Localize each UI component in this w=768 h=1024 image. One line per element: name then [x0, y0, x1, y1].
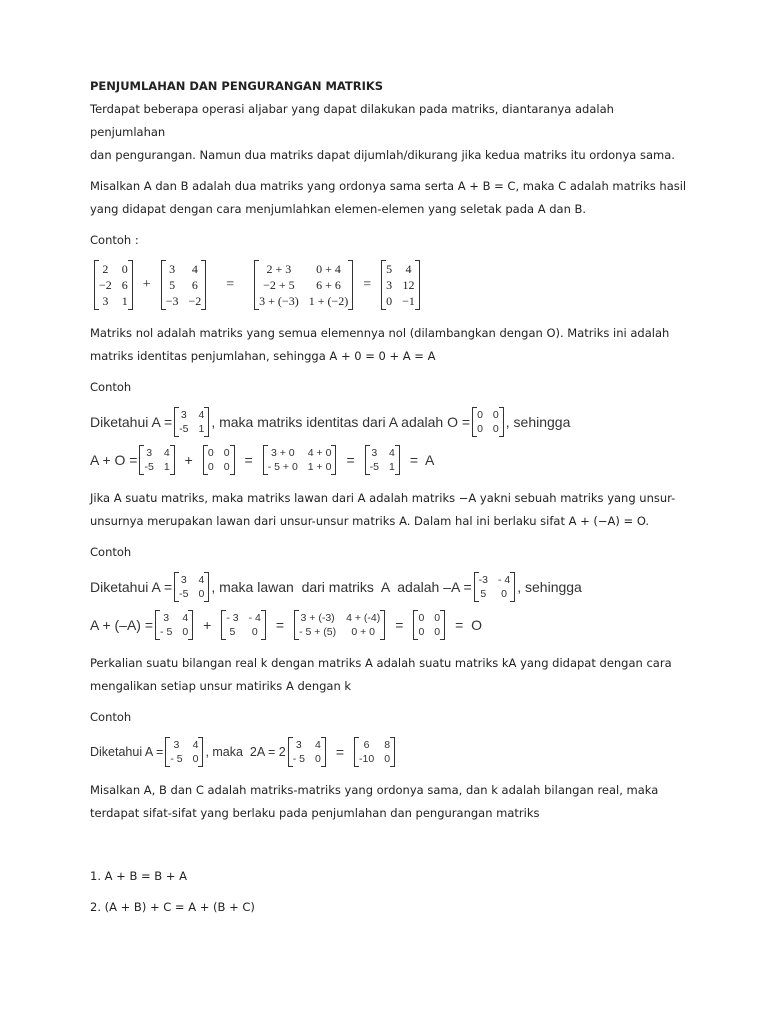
matrix-cell: 0: [386, 294, 393, 308]
matrix-cell: 0: [434, 626, 441, 638]
matrix-cell: 3: [180, 574, 187, 586]
matrix-cell: 0 + 0: [351, 626, 376, 638]
matrix-cell: 1 + (−2): [308, 294, 349, 308]
matrix-cell: 0 + 4: [316, 262, 341, 276]
matrix-cell: 0: [434, 612, 441, 624]
matrix-cell: 5: [169, 278, 176, 292]
matrix-cell: 1: [198, 423, 205, 435]
matrix-cell: 6: [191, 278, 198, 292]
matrix-cell: −2 + 5: [263, 278, 295, 292]
matrix-cell: 0: [477, 409, 483, 421]
matrix-cell: 0: [207, 461, 214, 473]
matrix-cell: 6: [363, 739, 370, 751]
matrix-cell: 0: [198, 588, 205, 600]
matrix-cell: 12: [402, 278, 415, 292]
matrix-cell: 4 + (-4): [346, 612, 381, 624]
matrix-cell: 0: [223, 461, 230, 473]
matrix-cell: 3: [163, 612, 170, 624]
matrix-cell: 1: [388, 461, 395, 473]
matrix-cell: 6 + 6: [316, 278, 341, 292]
matrix-cell: 6: [121, 278, 128, 292]
matrix-cell: 4: [314, 739, 321, 751]
matrix: [221, 610, 266, 640]
equation-scalar: Diketahui A = 3 4 - 5 0 , maka 2A = 2 3 4 - 5 0 = 6 8 -10 0: [90, 737, 690, 767]
property-1: 1. A + B = B + A: [90, 869, 187, 883]
matrix-cell: 0: [121, 262, 128, 276]
page-title: PENJUMLAHAN DAN PENGURANGAN MATRIKS: [90, 79, 384, 93]
matrix-cell: 4: [163, 447, 170, 459]
paragraph-properties: Misalkan A, B dan C adalah matriks-matriks yang ordonya sama, dan k adalah bilangan real, maka terdapat sifat-sifat yang berlaku pada penjumlahan dan pengurangan matriks: [90, 783, 659, 820]
matrix-cell: 4: [198, 574, 205, 586]
matrix-cell: 2 + 3: [266, 262, 292, 276]
matrix-cell: 1: [163, 461, 170, 473]
matrix-cell: 0: [251, 626, 258, 638]
matrix-cell: 0: [492, 409, 499, 421]
equation-opposite-sum: A + (–A) = 3 4 - 5 0 + - 3 - 4 5 0 = 3 + (-3) 4 + (-4) - 5 + (5) 0 + 0 = 0 0 0 0 = O: [90, 612, 482, 638]
matrix: [165, 737, 203, 767]
matrix-cell: 3 + (-3): [300, 612, 335, 624]
paragraph-scalar-multiplication: Perkalian suatu bilangan real k dengan matriks A adalah suatu matriks kA yang didapat dengan cara mengalikan setiap unsur matiriks A dengan k: [90, 656, 672, 693]
matrix: [203, 445, 235, 475]
equals-sign: =: [363, 277, 372, 292]
plus-sign: +: [142, 277, 151, 292]
matrix-cell: −2: [188, 294, 202, 308]
matrix-cell: -5: [179, 423, 189, 435]
matrix: [354, 737, 395, 767]
matrix-cell: 3: [146, 447, 153, 459]
matrix-cell: 4: [191, 262, 198, 276]
property-2: 2. (A + B) + C = A + (B + C): [90, 900, 255, 914]
matrix-cell: - 5: [170, 753, 183, 765]
example-label-4: Contoh: [90, 710, 132, 724]
matrix: [472, 407, 504, 437]
matrix: [413, 610, 445, 640]
matrix: [381, 260, 420, 310]
matrix-cell: 0: [384, 753, 391, 765]
matrix: [365, 445, 400, 475]
matrix-cell: 4: [405, 262, 412, 276]
matrix-cell: 0: [314, 753, 321, 765]
matrix-cell: −2: [99, 278, 112, 292]
matrix-cell: 0: [223, 447, 230, 459]
matrix-cell: - 5 + 0: [267, 461, 298, 473]
matrix-cell: - 5 + (5): [299, 626, 337, 638]
example-label-2: Contoh: [90, 380, 132, 394]
matrix-cell: 4 + 0: [307, 447, 332, 459]
matrix-cell: 4: [182, 612, 189, 624]
matrix-cell: 3: [371, 447, 378, 459]
matrix-cell: 0: [501, 588, 508, 600]
example-label-3: Contoh: [90, 545, 132, 559]
matrix-cell: 8: [384, 739, 391, 751]
matrix-cell: -5: [369, 461, 379, 473]
matrix-cell: 5: [386, 262, 393, 276]
matrix-cell: 4: [192, 739, 199, 751]
matrix-cell: −3: [165, 294, 179, 308]
matrix: [139, 445, 174, 475]
matrix-cell: -3: [478, 574, 488, 586]
matrix-cell: 3 + (−3): [259, 294, 299, 308]
matrix-cell: 3: [386, 278, 393, 292]
matrix-cell: 0: [477, 423, 483, 435]
matrix: [94, 260, 133, 310]
matrix-cell: - 4: [497, 574, 511, 586]
example-label-1: Contoh :: [90, 233, 139, 247]
matrix-cell: 5: [480, 588, 487, 600]
matrix-cell: - 4: [248, 612, 261, 624]
matrix-cell: 0: [207, 447, 214, 459]
matrix-cell: 0: [418, 612, 425, 624]
matrix-cell: 0: [192, 753, 199, 765]
matrix: [263, 445, 337, 475]
equation-identity-sum: A + O = 3 4 -5 1 + 0 0 0 0 = 3 + 0 4 + 0 - 5 + 0 1 + 0 = 3 4 -5 1 = A: [90, 447, 435, 473]
matrix: [161, 260, 207, 310]
matrix-cell: -5: [144, 461, 154, 473]
matrix: [174, 407, 209, 437]
matrix-cell: - 3: [226, 612, 239, 624]
matrix-cell: 4: [388, 447, 395, 459]
matrix-cell: 2: [102, 262, 109, 276]
matrix: [174, 572, 209, 602]
matrix-cell: 3: [169, 262, 176, 276]
matrix-cell: - 5: [160, 626, 173, 638]
matrix-cell: 3 + 0: [270, 447, 295, 459]
matrix-cell: 0: [492, 423, 499, 435]
matrix-cell: 4: [198, 409, 205, 421]
equation-opposite-given: Diketahui A = 3 4 -5 0 , maka lawan dari matriks A adalah –A = -3 - 4 5 0 , sehingga: [90, 574, 582, 600]
paragraph-opposite-matrix: Jika A suatu matriks, maka matriks lawan dari A adalah matriks −A yakni sebuah matriks yang unsur- unsurnya merupakan lawan dari unsur-unsur matriks A. Dalam hal ini berlaku sifat A + (−A) = O.: [90, 491, 676, 528]
document-page: [90, 76, 690, 919]
equation-sum-example: [92, 260, 690, 310]
matrix-cell: −1: [402, 294, 415, 308]
paragraph-definition: Misalkan A dan B adalah dua matriks yang ordonya sama serta A + B = C, maka C adalah matriks hasil yang didapat dengan cara menjumlahkan elemen-elemen yang seletak pada A dan B.: [90, 179, 687, 216]
matrix: [155, 610, 193, 640]
matrix: [288, 737, 326, 767]
matrix-cell: -5: [179, 588, 189, 600]
paragraph-zero-matrix: Matriks nol adalah matriks yang semua elemennya nol (dilambangkan dengan O). Matriks ini adalah matriks identitas penjumlahan, sehingga A + 0 = 0 + A = A: [90, 326, 670, 363]
paragraph-intro: Terdapat beberapa operasi aljabar yang dapat dilakukan pada matriks, diantaranya adalah penjumlahan dan pengurangan. Namun dua matriks dapat dijumlah/dikurang jika kedua matriks itu ordonya sama.: [90, 102, 675, 162]
matrix: [474, 572, 516, 602]
matrix: [294, 610, 385, 640]
matrix-cell: 3: [173, 739, 180, 751]
matrix-cell: 3: [295, 739, 302, 751]
equals-sign: =: [226, 277, 235, 292]
matrix-cell: -10: [359, 753, 375, 765]
matrix-cell: 1 + 0: [307, 461, 332, 473]
matrix: [254, 260, 353, 310]
matrix-cell: 3: [180, 409, 187, 421]
matrix-cell: 3: [102, 294, 109, 308]
matrix-cell: 0: [418, 626, 425, 638]
matrix-cell: 1: [121, 294, 128, 308]
matrix-cell: 5: [229, 626, 236, 638]
matrix-cell: - 5: [292, 753, 305, 765]
equation-identity-given: Diketahui A = 3 4 -5 1 , maka matriks identitas dari A adalah O = 0 0 0 0 , sehingga: [90, 409, 571, 435]
matrix-cell: 0: [182, 626, 189, 638]
